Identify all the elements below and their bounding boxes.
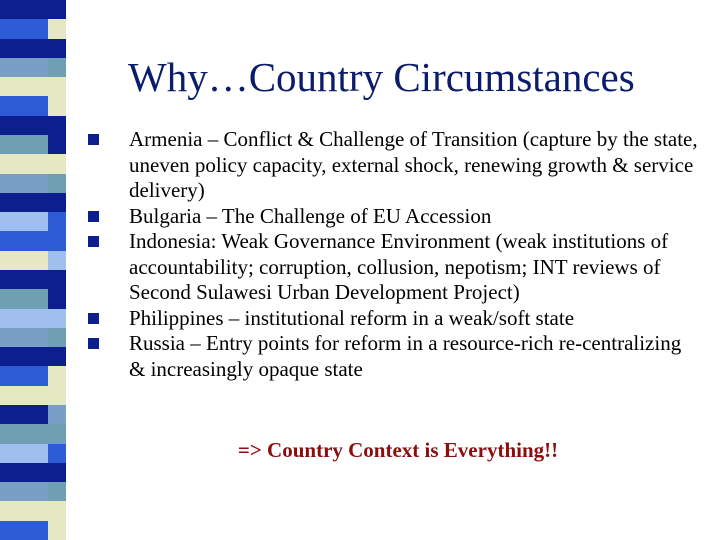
- bullet-text: Philippines – institutional reform in a weak/soft state: [129, 305, 575, 330]
- stripe-accent: [48, 328, 66, 348]
- stripe-block: [0, 193, 66, 213]
- bullet-list: [88, 127, 698, 382]
- stripe-block: [0, 154, 66, 174]
- stripe-accent: [48, 212, 66, 232]
- stripe-accent: [48, 405, 66, 425]
- stripe-block: [0, 270, 66, 290]
- stripe-accent: [48, 521, 66, 540]
- bullet-text: Armenia – Conflict & Challenge of Transition (capture by the state, uneven policy capacity, external shock, renewing growth & service delivery): [129, 127, 698, 202]
- square-bullet-icon: [88, 134, 99, 145]
- stripe-accent: [48, 96, 66, 116]
- square-bullet-icon: [88, 338, 99, 349]
- stripe-accent: [48, 58, 66, 78]
- stripe-block: [0, 501, 66, 521]
- stripe-block: [0, 231, 66, 251]
- stripe-accent: [48, 174, 66, 194]
- stripe-block: [0, 116, 66, 136]
- stripe-accent: [48, 366, 66, 386]
- stripe-block: [0, 39, 66, 59]
- stripe-block: [0, 309, 66, 329]
- bullet-item-indonesia: [88, 229, 698, 306]
- bullet-item-armenia: [88, 127, 698, 204]
- stripe-accent: [48, 19, 66, 39]
- stripe-accent: [48, 289, 66, 309]
- bullet-item-bulgaria: [88, 204, 698, 230]
- slide-title: Why…Country Circumstances: [128, 54, 635, 100]
- stripe-block: [0, 0, 66, 20]
- bullet-text: Indonesia: Weak Governance Environment (weak institutions of accountability; corruption, collusion, nepotism; INT reviews of Second Sulawesi Urban Development Project): [129, 229, 669, 304]
- stripe-block: [0, 463, 66, 483]
- bullet-item-philippines: [88, 306, 698, 332]
- stripe-accent: [48, 482, 66, 502]
- bullet-item-russia: [88, 331, 698, 382]
- stripe-block: [0, 77, 66, 97]
- square-bullet-icon: [88, 211, 99, 222]
- square-bullet-icon: [88, 313, 99, 324]
- stripe-accent: [48, 135, 66, 155]
- stripe-block: [0, 386, 66, 406]
- stripe-accent: [48, 251, 66, 271]
- tagline: => Country Context is Everything!!: [237, 438, 559, 462]
- stripe-block: [0, 347, 66, 367]
- bullet-text: Russia – Entry points for reform in a resource-rich re-centralizing & increasingly opaque state: [129, 331, 682, 381]
- bullet-text: Bulgaria – The Challenge of EU Accession: [129, 203, 492, 228]
- square-bullet-icon: [88, 236, 99, 247]
